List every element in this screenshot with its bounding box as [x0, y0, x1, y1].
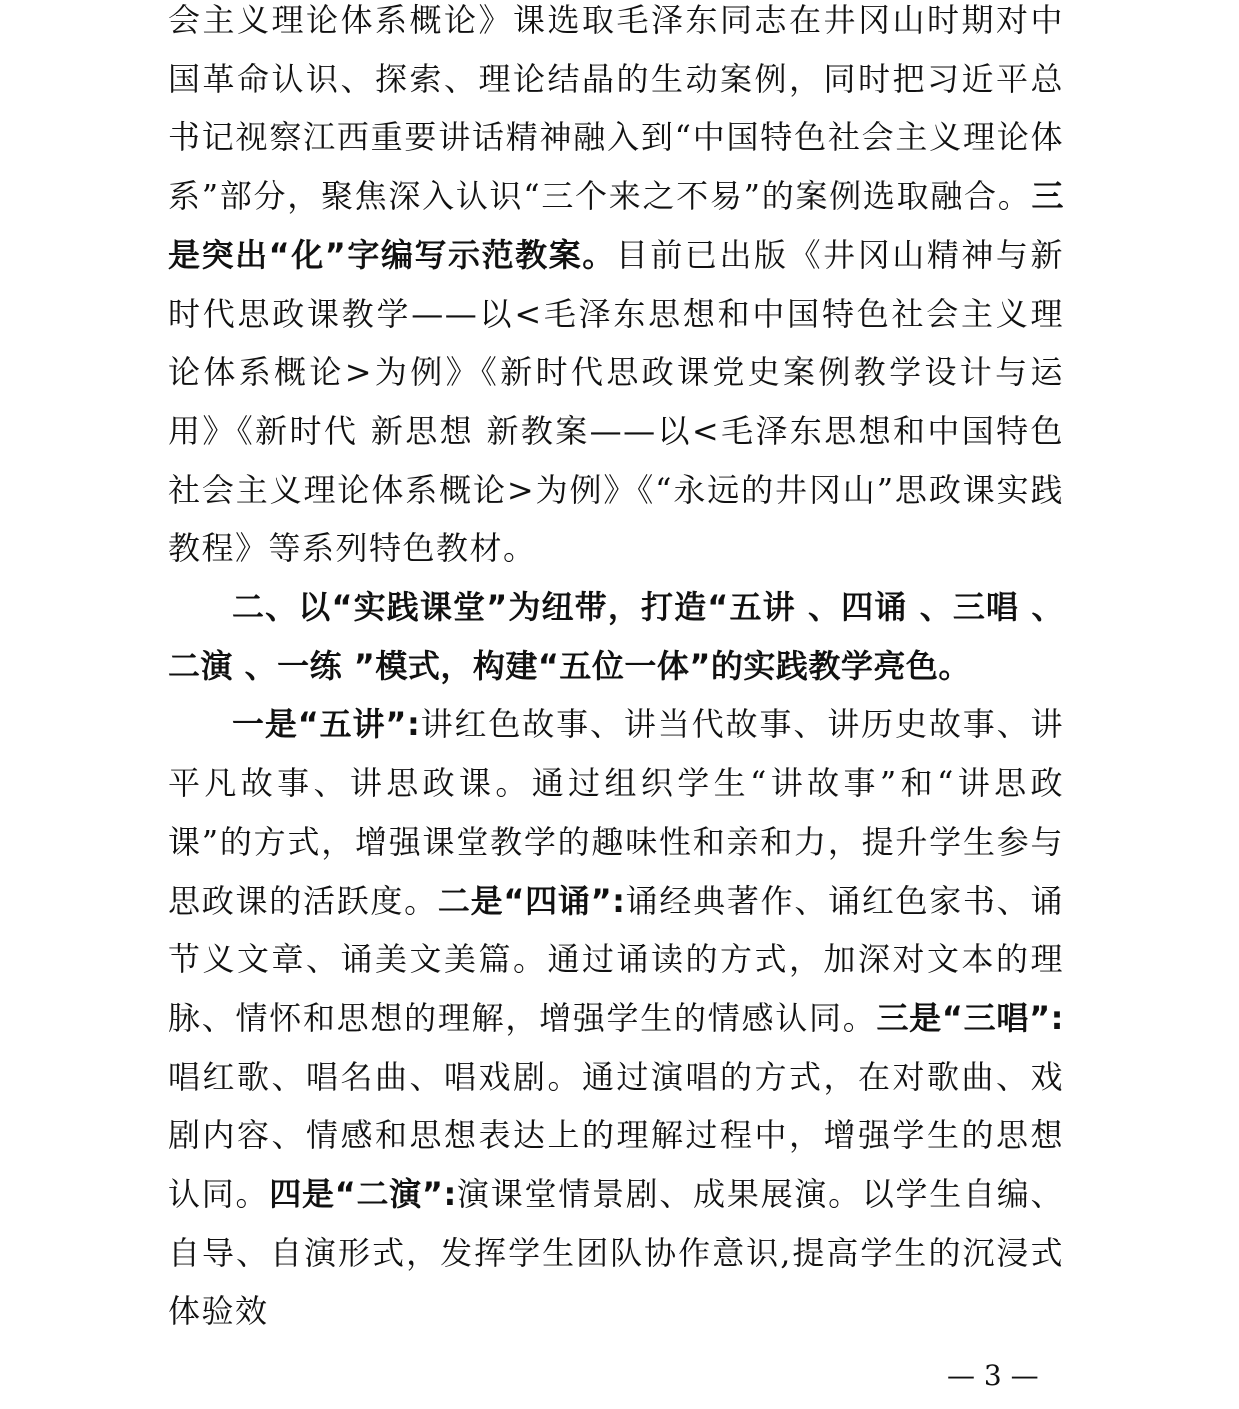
document-body — [168, 0, 1064, 1341]
bold-phrase-four-recitations: 二是“四诵”: — [437, 881, 626, 920]
paragraph-text: 唱红歌、唱名曲、唱戏剧。通过演唱的方式，在对歌曲、戏剧内容、情感和思想表达上的理解过程中，增强学生的思想认同。 — [168, 1057, 1064, 1214]
paragraph-practice-modes — [168, 695, 1064, 1341]
bold-phrase-three-songs: 三是“三唱”: — [876, 998, 1064, 1037]
paragraph-text: 会主义理论体系概论》课选取毛泽东同志在井冈山时期对中国革命认识、探索、理论结晶的生动案例，同时把习近平总书记视察江西重要讲话精神融入到“中国特色社会主义理论体系”部分，聚焦深入认识“三个来之不易”的案例选取融合。 — [168, 1, 1064, 216]
section-heading-practice-classroom: 二、以“实践课堂”为纽带，打造“五讲 、四诵 、三唱 、二演 、一练 ”模式，构建“五位一体”的实践教学亮色。 — [168, 588, 1064, 685]
bold-phrase-two-performances: 四是“二演”: — [269, 1175, 457, 1214]
paragraph-text: 讲红色故事、讲当代故事、讲历史故事、讲平凡故事、讲思政课。通过组织学生“讲故事”和“讲思政课”的方式，增强课堂教学的趣味性和亲和力，提升学生参与思政课的活跃度。 — [168, 705, 1064, 920]
paragraph-text: 演课堂情景剧、成果展演。以学生自编、自导、自演形式，发挥学生团队协作意识,提高学生的沉浸式体验效 — [168, 1175, 1064, 1331]
paragraph-teaching-materials — [168, 0, 1064, 578]
paragraph-text: 目前已出版《井冈山精神与新时代思政课教学——以<毛泽东思想和中国特色社会主义理论体系概论>为例》《新时代思政课党史案例教学设计与运用》《新时代 新思想 新教案——以<毛泽东思想和中国特色社会主义理论体系概论>为例》《“永远的井冈山”思政课实践教程》等系列特色教材。 — [168, 235, 1064, 568]
page-number: — 3 — — [947, 1359, 1039, 1392]
bold-phrase-five-talks: 一是“五讲”: — [232, 705, 421, 744]
paragraph-text: 诵经典著作、诵红色家书、诵节义文章、诵美文美篇。通过诵读的方式，加深对文本的理脉、情怀和思想的理解，增强学生的情感认同。 — [168, 881, 1064, 1037]
bold-phrase-third-point: 三是突出“化”字编写示范教案。 — [168, 177, 1064, 274]
